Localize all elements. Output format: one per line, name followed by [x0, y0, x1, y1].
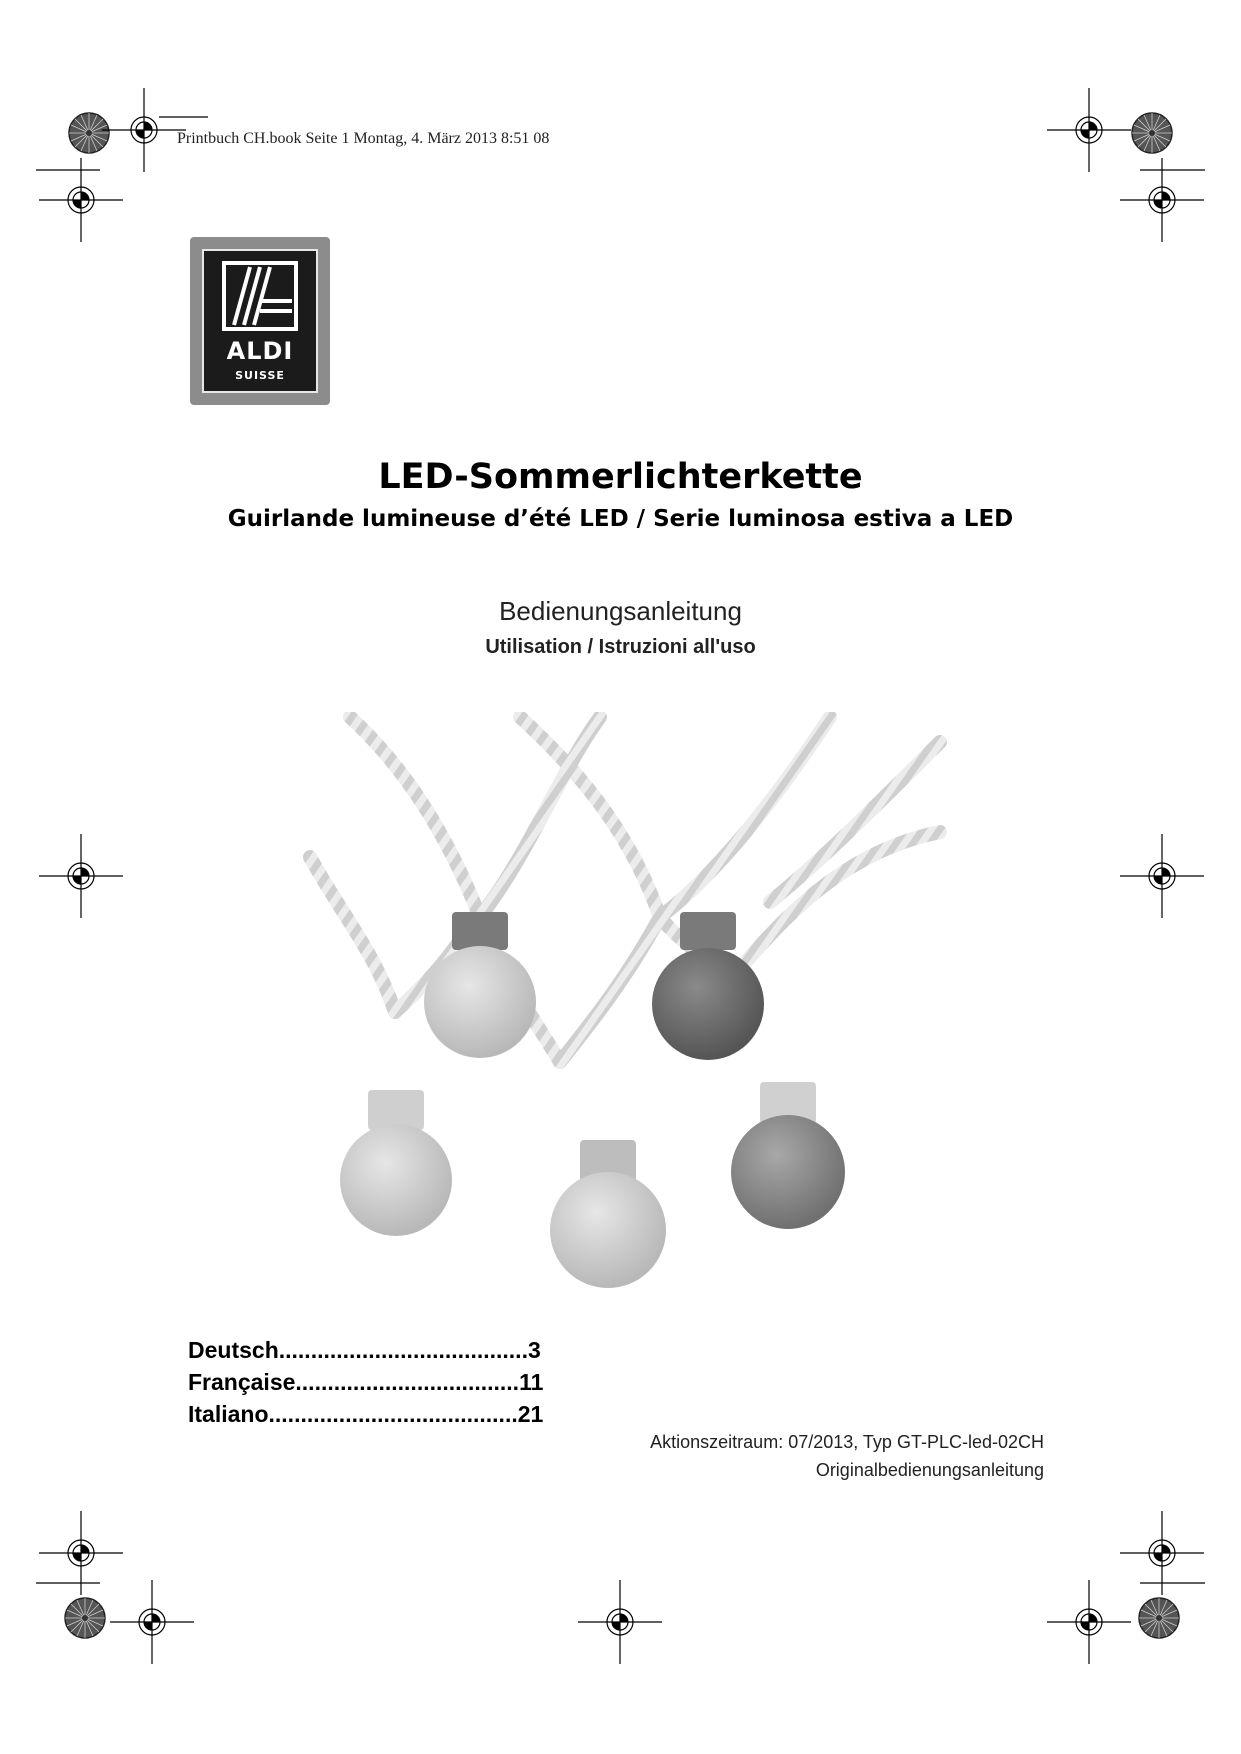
toc-label: Française — [188, 1369, 296, 1395]
toc-label: Italiano — [188, 1401, 269, 1427]
footer-promo-period: Aktionszeitraum: 07/2013, Typ GT-PLC-led-02CH — [650, 1432, 1044, 1452]
manual-heading-german: Bedienungsanleitung — [499, 596, 742, 626]
footer-original-manual: Originalbedienungsanleitung — [815, 1460, 1044, 1480]
product-subtitle: Guirlande lumineuse d’été LED / Serie luminosa estiva a LED — [227, 506, 1014, 532]
toc-leader: ....................................... — [278, 1337, 528, 1363]
toc-label: Deutsch — [188, 1337, 279, 1363]
manual-heading-other-languages: Utilisation / Istruzioni all'uso — [485, 636, 756, 658]
toc-leader: ................................... — [295, 1369, 520, 1395]
toc-row-deutsch[interactable] — [188, 1334, 543, 1366]
aldi-logo — [190, 237, 330, 405]
footer-info — [650, 1428, 1044, 1484]
product-photo — [300, 712, 960, 1312]
toc-row-francaise[interactable] — [188, 1366, 543, 1398]
toc-page: 3 — [527, 1337, 541, 1363]
print-header-line: Printbuch CH.book Seite 1 Montag, 4. März 2013 8:51 08 — [177, 130, 550, 147]
toc-page: 11 — [519, 1369, 544, 1395]
product-title: LED-Sommerlichterkette — [378, 457, 863, 497]
logo-mark-icon — [204, 255, 316, 335]
table-of-contents — [188, 1334, 543, 1430]
logo-region-text: SUISSE — [235, 369, 285, 382]
toc-row-italiano[interactable] — [188, 1398, 543, 1430]
toc-page: 21 — [517, 1401, 544, 1427]
toc-leader: ....................................... — [268, 1401, 518, 1427]
logo-brand-text: ALDI — [226, 337, 294, 365]
